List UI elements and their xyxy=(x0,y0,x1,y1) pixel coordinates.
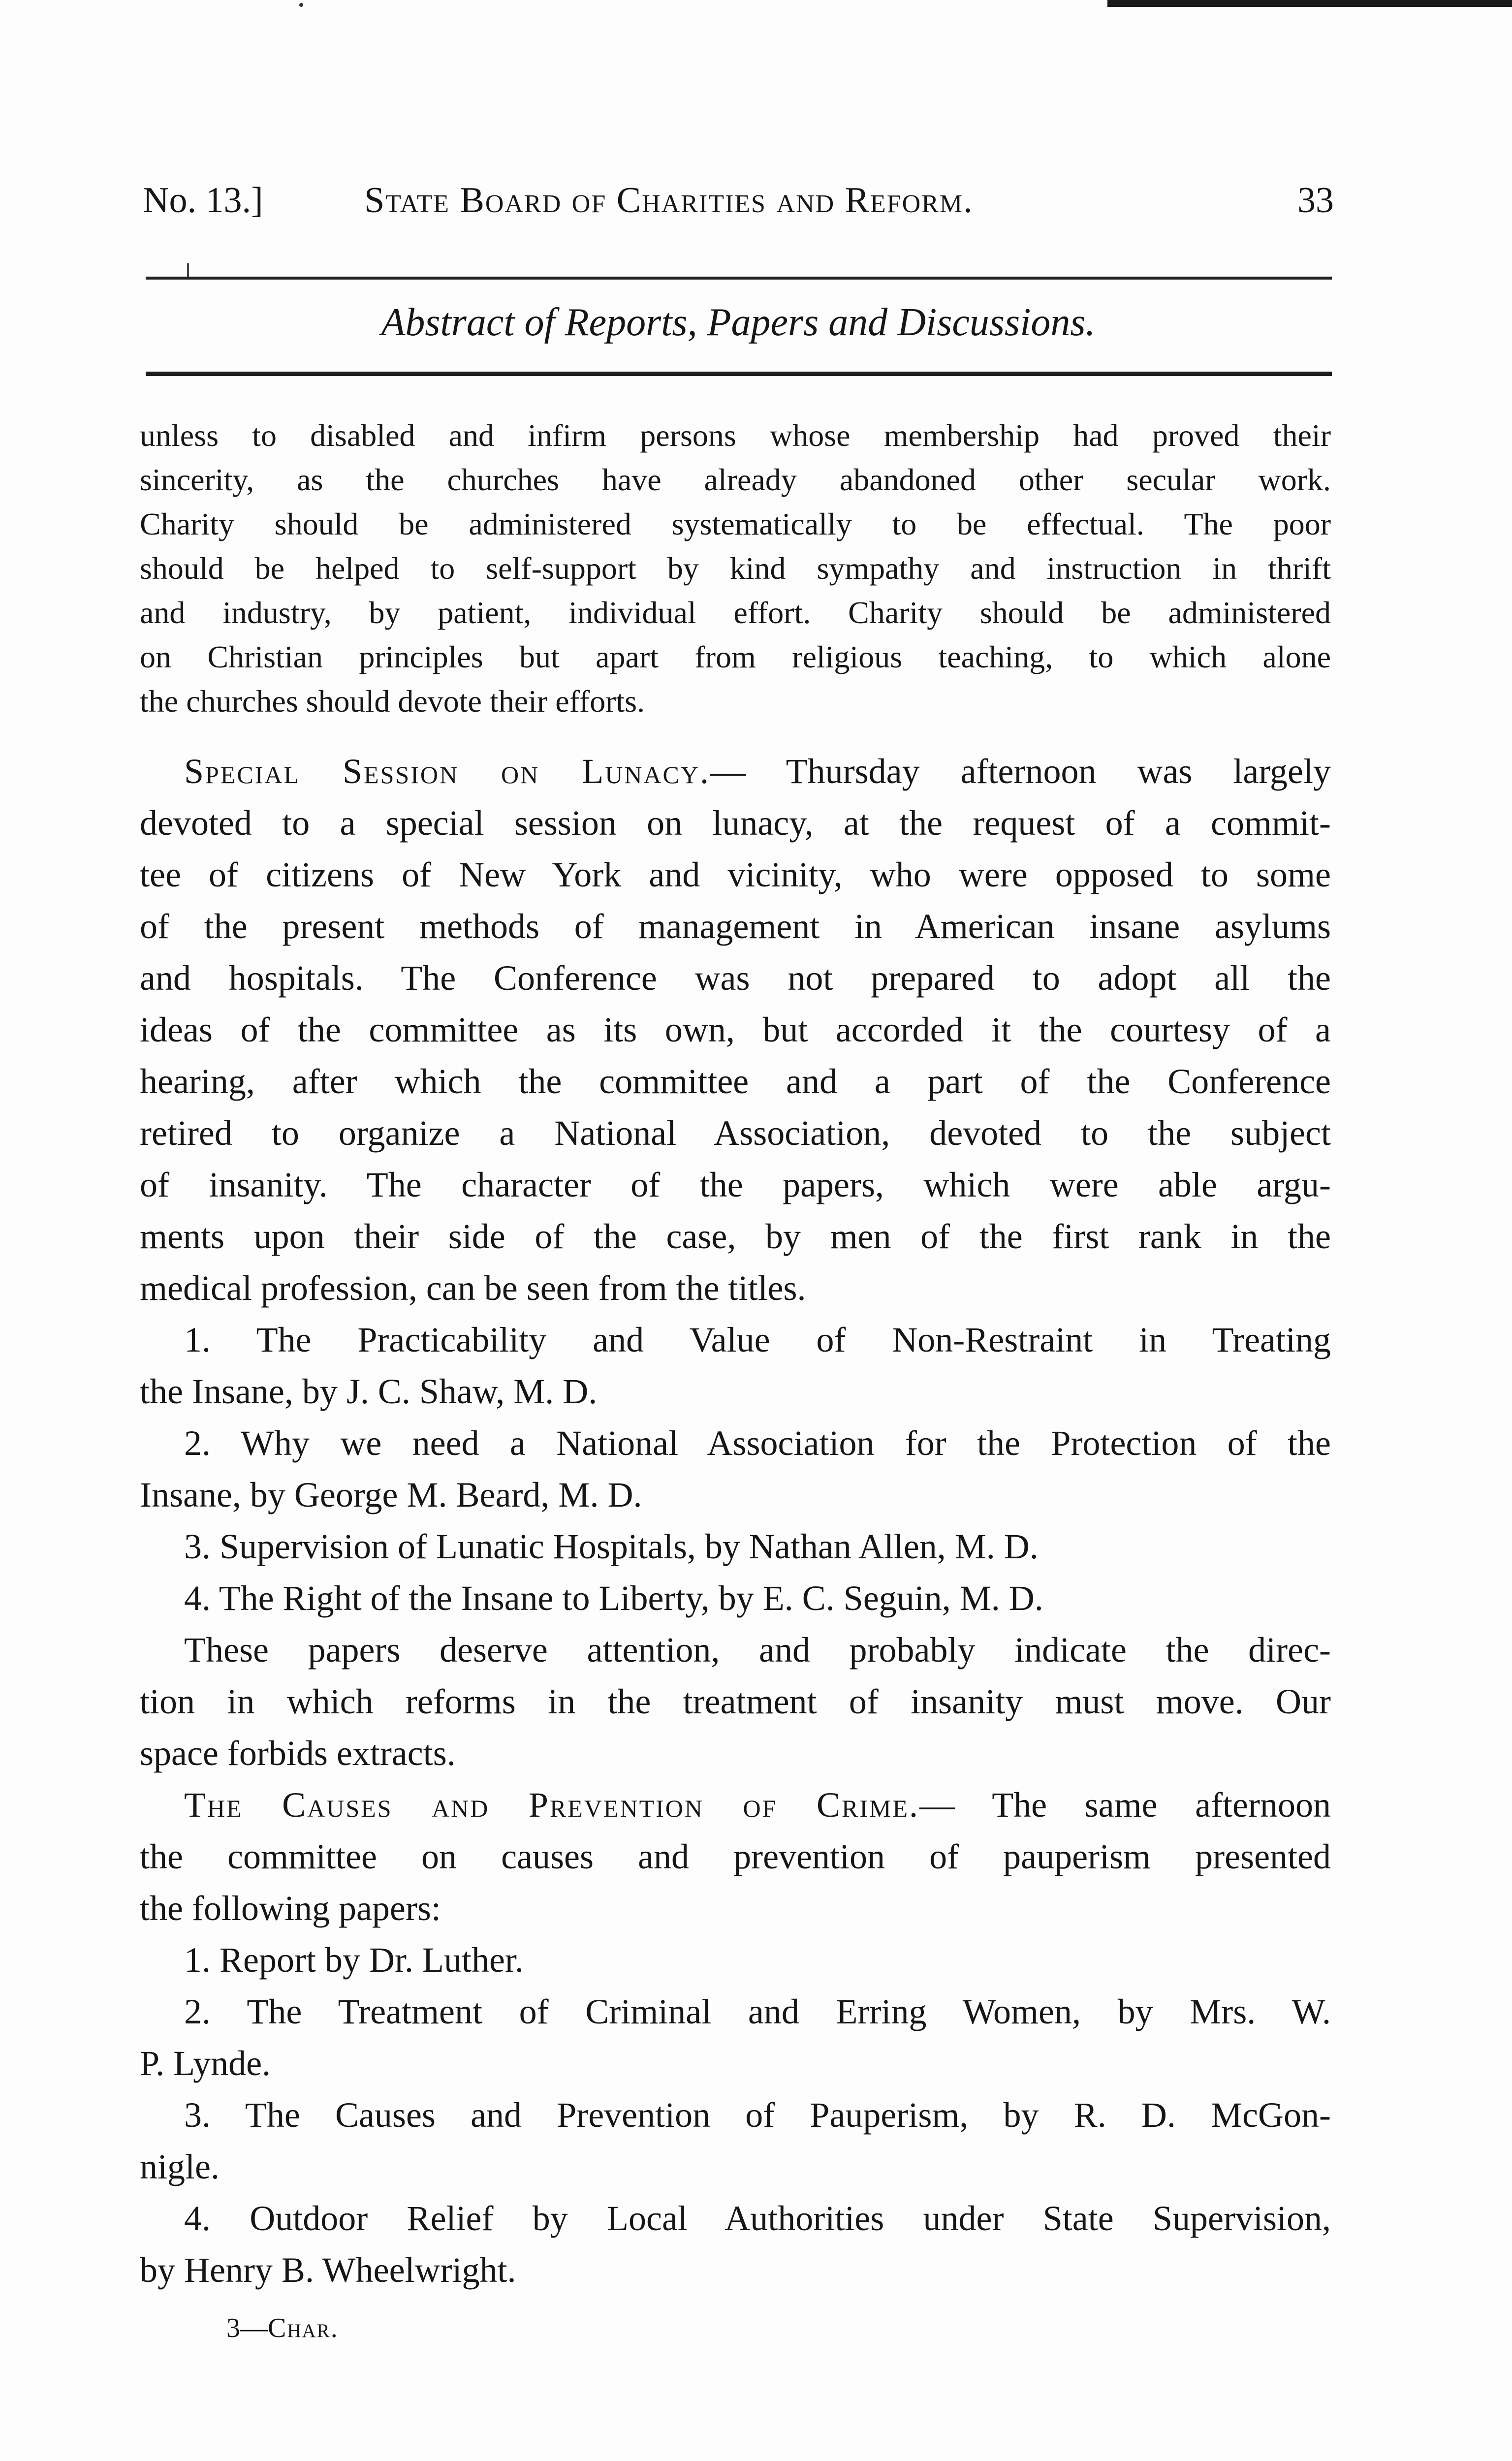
scan-speck xyxy=(299,3,303,7)
paragraph-line: of insanity. The character of the papers, which were able argu- xyxy=(140,1165,1331,1204)
crime-paper-3-line: 3. The Causes and Prevention of Pauperism, by R. D. McGon- xyxy=(184,2095,1331,2135)
paragraph-line: tee of citizens of New York and vicinity, who were opposed to some xyxy=(140,855,1331,894)
crime-first-line-text: — The same afternoon xyxy=(919,1785,1331,1825)
paragraph-line: the churches should devote their efforts. xyxy=(140,684,645,719)
lunacy-first-line xyxy=(140,746,1331,797)
paragraph-line: the committee on causes and prevention of pauperism presented xyxy=(140,1837,1331,1876)
signature-label: Char. xyxy=(268,2313,339,2343)
paragraph-line: Charity should be administered systematically to be effectual. The poor xyxy=(140,506,1331,541)
paragraph-line: and industry, by patient, individual effort. Charity should be administered xyxy=(140,595,1331,630)
lunacy-paper-2-line: 2. Why we need a National Association for the Protection of the xyxy=(184,1423,1331,1463)
paragraph-line: unless to disabled and infirm persons whose membership had proved their xyxy=(140,418,1331,453)
paragraph-line: on Christian principles but apart from religious teaching, to which alone xyxy=(140,639,1331,674)
paragraph-line: of the present methods of management in American insane asylums xyxy=(140,907,1331,946)
header-rule-top xyxy=(146,277,1332,280)
running-title: State Board of Charities and Reform. xyxy=(364,180,974,221)
lunacy-paper-1-line: the Insane, by J. C. Shaw, M. D. xyxy=(140,1372,598,1411)
signature-dash: — xyxy=(240,2313,268,2343)
closing-line: These papers deserve attention, and probably indicate the direc- xyxy=(184,1630,1331,1670)
crime-heading: The Causes and Prevention of Crime. xyxy=(184,1785,919,1825)
lunacy-paper-2-line: Insane, by George M. Beard, M. D. xyxy=(140,1475,642,1514)
signature-number: 3 xyxy=(226,2313,240,2343)
paragraph-line: ments upon their side of the case, by men of the first rank in the xyxy=(140,1217,1331,1256)
crime-paper-3-line: nigle. xyxy=(140,2147,220,2186)
small-type-paragraph xyxy=(140,413,1331,724)
paragraph-line: sincerity, as the churches have already abandoned other secular work. xyxy=(140,462,1331,497)
crime-paper-2-line: 2. The Treatment of Criminal and Erring Women, by Mrs. W. xyxy=(184,1992,1331,2031)
header-rule-bottom xyxy=(146,372,1332,376)
paragraph-line: retired to organize a National Association, devoted to the subject xyxy=(140,1113,1331,1153)
lunacy-heading: Special Session on Lunacy. xyxy=(184,752,711,791)
paragraph-line: and hospitals. The Conference was not prepared to adopt all the xyxy=(140,958,1331,998)
paragraph-line: should be helped to self-support by kind sympathy and instruction in thrift xyxy=(140,551,1331,586)
rule-tick-mark xyxy=(187,263,189,277)
lunacy-paper-3-line: 3. Supervision of Lunatic Hospitals, by Nathan Allen, M. D. xyxy=(184,1527,1039,1566)
lunacy-paper-4-line: 4. The Right of the Insane to Liberty, by E. C. Seguin, M. D. xyxy=(184,1578,1043,1618)
paragraph-line: ideas of the committee as its own, but accorded it the courtesy of a xyxy=(140,1010,1331,1049)
paragraph-line: the following papers: xyxy=(140,1889,441,1928)
main-text xyxy=(140,746,1331,2296)
page-number: 33 xyxy=(1297,180,1334,221)
signature-mark xyxy=(226,2308,339,2348)
closing-line: space forbids extracts. xyxy=(140,1734,456,1773)
crime-paper-4-line: 4. Outdoor Relief by Local Authorities under State Supervision, xyxy=(184,2199,1331,2238)
crime-first-line xyxy=(140,1779,1331,1831)
scan-edge-rule-top xyxy=(1107,0,1512,7)
lunacy-paper-1-line: 1. The Practicability and Value of Non-Restraint in Treating xyxy=(184,1320,1331,1359)
crime-paper-2-line: P. Lynde. xyxy=(140,2044,271,2083)
section-title: Abstract of Reports, Papers and Discussions. xyxy=(381,301,1096,344)
paragraph-line: hearing, after which the committee and a part of the Conference xyxy=(140,1062,1331,1101)
paragraph-line: medical profession, can be seen from the titles. xyxy=(140,1268,806,1308)
closing-line: tion in which reforms in the treatment of insanity must move. Our xyxy=(140,1682,1331,1721)
crime-paper-1-line: 1. Report by Dr. Luther. xyxy=(184,1940,524,1980)
document-number: No. 13.] xyxy=(143,180,263,221)
running-head xyxy=(143,173,1334,227)
paragraph-line: devoted to a special session on lunacy, at the request of a commit- xyxy=(140,803,1331,843)
lunacy-first-line-text: — Thursday afternoon was largely xyxy=(710,752,1331,791)
crime-paper-4-line: by Henry B. Wheelwright. xyxy=(140,2250,516,2290)
